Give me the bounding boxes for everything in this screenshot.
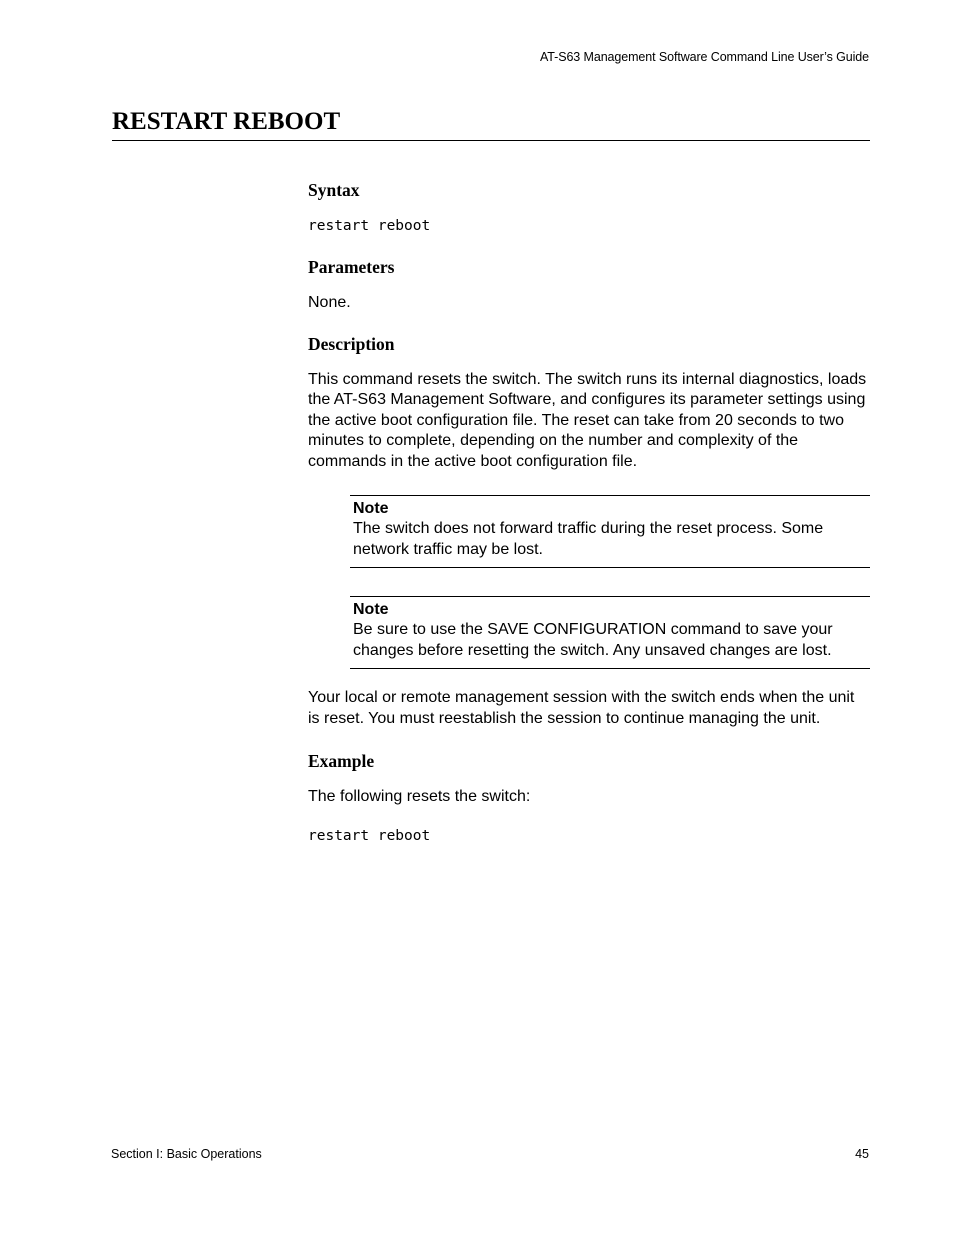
example-heading: Example [308,751,375,771]
note-text: The switch does not forward traffic during the reset process. Some network traffic may be lost. [353,520,824,558]
note-label: Note [353,601,389,618]
session-text: Your local or remote management session with the switch ends when the unit is reset. You must reestablish the session to continue managing the unit. [308,689,855,727]
footer-page-number: 45 [855,1147,869,1161]
parameters-text: None. [308,294,351,311]
example-text: The following resets the switch: [308,788,531,805]
parameters-heading: Parameters [308,257,395,277]
note-label: Note [353,500,389,517]
note-text: Be sure to use the SAVE CONFIGURATION command to save your changes before resetting the switch. Any unsaved changes are lost. [353,621,833,659]
syntax-heading: Syntax [308,180,360,200]
description-text: This command resets the switch. The switch runs its internal diagnostics, loads the AT-S63 Management Software, and configures its parameter settings using the active boot configuration file. The reset can take from 20 seconds to two minutes to complete, depending on the number and complexity of the commands in the active boot configuration file. [308,370,867,470]
content-body [308,178,870,846]
syntax-command: restart reboot [308,218,431,234]
description-heading: Description [308,333,395,354]
note-box [350,596,870,669]
running-header: AT-S63 Management Software Command Line User’s Guide [540,50,869,64]
footer-section: Section I: Basic Operations [111,1147,262,1161]
example-command: restart reboot [308,827,431,844]
page-title: RESTART REBOOT [112,106,870,141]
note-box [350,495,870,568]
